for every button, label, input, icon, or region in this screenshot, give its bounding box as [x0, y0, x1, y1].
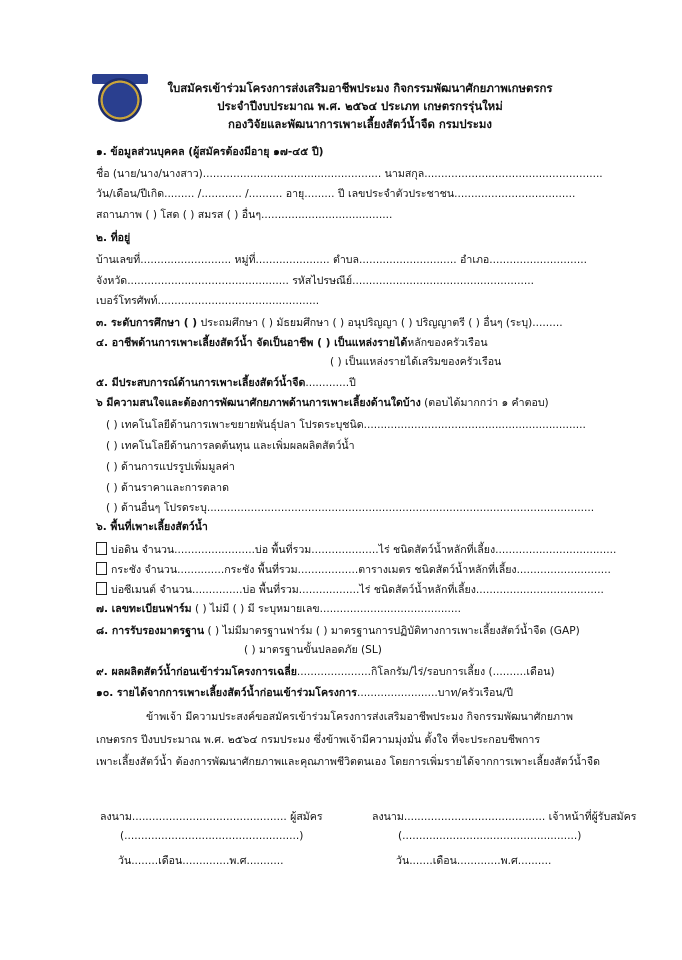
address-field[interactable]: บ้านเลขที่........................... หมู่ที่...................... ตำบล............................. อำเภอ............................. — [96, 254, 587, 266]
experience-years: .............ปี — [305, 377, 356, 389]
farm-area-row[interactable] — [96, 562, 611, 577]
officer-signature-field[interactable]: ลงนาม.......................................... เจ้าหน้าที่ผู้รับสมัคร — [372, 811, 637, 823]
applicant-date-field[interactable]: วัน........เดือน..............พ.ศ........... — [118, 855, 284, 867]
interest-option[interactable]: ( ) เทคโนโลยีด้านการลดต้นทุน และเพิ่มผลผลิตสัตว์น้ำ — [106, 440, 355, 452]
statement-line: ข้าพเจ้า มีความประสงค์ขอสมัครเข้าร่วมโครงการส่งเสริมอาชีพประมง กิจกรรมพัฒนาศักยภาพ — [146, 711, 573, 723]
applicant-name-field[interactable]: (....................................................) — [120, 830, 304, 842]
certification-field[interactable] — [96, 625, 580, 638]
phone-field[interactable]: เบอร์โทรศัพท์................................................ — [96, 295, 320, 307]
interest-label: ๖ มีความสนใจและต้องการพัฒนาศักยภาพด้านการเพาะเลี้ยงด้านใดบ้าง — [96, 397, 421, 409]
dob-age-id-field[interactable]: วัน/เดือน/ปีเกิด......... /............ /.......... อายุ......... ปี เลขประจำตัวประชาชน.................................... — [96, 188, 576, 200]
farm-registration-label: ๗. เลขทะเบียนฟาร์ม — [96, 603, 192, 615]
farm-area-row[interactable] — [96, 582, 604, 597]
interest-option[interactable]: ( ) เทคโนโลยีด้านการเพาะขยายพันธุ์ปลา โปรดระบุชนิด.................................................................. — [106, 419, 586, 431]
experience-field[interactable] — [96, 377, 356, 390]
checkbox[interactable] — [96, 582, 107, 595]
earthen-pond-field: บ่อดิน จำนวน........................บ่อ พื้นที่รวม....................ไร่ ชนิดสัตว์น้ำหลักที่เลี้ยง.................................... — [111, 544, 617, 556]
cage-field: กระชัง จำนวน..............กระชัง พื้นที่รวม..................ตารางเมตร ชนิดสัตว์น้ำหลักที่เลี้ยง............................ — [111, 564, 611, 576]
certification-options: ( ) ไม่มีมาตรฐานฟาร์ม ( ) มาตรฐานการปฏิบัติทางการเพาะเลี้ยงสัตว์น้ำจืด (GAP) — [204, 625, 580, 637]
province-postcode-field[interactable]: จังหวัด................................................ รหัสไปรษณีย์...................................................... — [96, 275, 534, 287]
farm-area-title: ๖. พื้นที่เพาะเลี้ยงสัตว์น้ำ — [96, 521, 208, 533]
section1-title: ๑. ข้อมูลส่วนบุคคล (ผู้สมัครต้องมีอายุ ๑๗-๔๕ ปี) — [96, 146, 324, 158]
officer-date-field[interactable]: วัน.......เดือน.............พ.ศ.......... — [396, 855, 552, 867]
occupation-label: ๔. อาชีพด้านการเพาะเลี้ยงสัตว์น้ำ จัดเป็นอาชีพ ( ) เป็นแหล่งรายได้ — [96, 337, 408, 349]
department-seal-logo — [98, 78, 142, 122]
certification-sl-option[interactable]: ( ) มาตรฐานขั้นปลอดภัย (SL) — [244, 644, 382, 656]
checkbox[interactable] — [96, 542, 107, 555]
cement-pond-field: บ่อซีเมนต์ จำนวน...............บ่อ พื้นที่รวม..................ไร่ ชนิดสัตว์น้ำหลักที่เลี้ยง...................................... — [111, 584, 604, 596]
income-value: ........................บาท/ครัวเรือน/ปี — [356, 687, 513, 699]
education-label: ๓. ระดับการศึกษา ( ) — [96, 317, 198, 329]
checkbox[interactable] — [96, 562, 107, 575]
name-field[interactable]: ชื่อ (นาย/นาง/นางสาว)..................................................... นามสกุล..................................................... — [96, 168, 603, 180]
certification-label: ๘. การรับรองมาตรฐาน — [96, 625, 205, 637]
experience-label: ๕. มีประสบการณ์ด้านการเพาะเลี้ยงสัตว์น้ำจืด — [96, 377, 306, 389]
farm-area-row[interactable] — [96, 542, 616, 557]
farm-registration-options: ( ) ไม่มี ( ) มี ระบุหมายเลข.......................................... — [191, 603, 462, 615]
farm-registration-field[interactable] — [96, 603, 461, 616]
statement-line: เพาะเลี้ยงสัตว์น้ำ ต้องการพัฒนาศักยภาพและคุณภาพชีวิตตนเอง โดยการเพิ่มรายได้จากการเพาะเลี้ยงสัตว์น้ำจืด — [96, 756, 600, 768]
interest-option[interactable]: ( ) ด้านราคาและการตลาด — [106, 482, 230, 494]
interest-option[interactable]: ( ) ด้านการแปรรูปเพิ่มมูลค่า — [106, 461, 235, 473]
applicant-signature-field[interactable]: ลงนาม.............................................. ผู้สมัคร — [100, 811, 323, 823]
statement-line: เกษตรกร ปีงบประมาณ พ.ศ. ๒๕๖๔ กรมประมง ซึ่งข้าพเจ้ามีความมุ่งมั่น ตั้งใจ ที่จะประกอบชีพการ — [96, 734, 541, 746]
interest-note: (ตอบได้มากกว่า ๑ คำตอบ) — [420, 397, 549, 409]
form-title-line2: ประจำปีงบประมาณ พ.ศ. ๒๕๖๔ ประเภท เกษตรกรรุ่นใหม่ — [217, 99, 503, 113]
production-label: ๙. ผลผลิตสัตว์น้ำก่อนเข้าร่วมโครงการเฉลี่ย — [96, 666, 297, 678]
section2-title: ๒. ที่อยู่ — [96, 232, 131, 244]
occupation-main-income: หลักของครัวเรือน — [407, 337, 488, 349]
form-title-line1: ใบสมัครเข้าร่วมโครงการส่งเสริมอาชีพประมง กิจกรรมพัฒนาศักยภาพเกษตรกร — [167, 81, 553, 95]
education-field[interactable] — [96, 317, 563, 330]
production-field[interactable] — [96, 666, 555, 679]
occupation-field[interactable] — [96, 337, 488, 350]
marital-status-field[interactable]: สถานภาพ ( ) โสด ( ) สมรส ( ) อื่นๆ....................................... — [96, 209, 393, 221]
interest-question — [96, 397, 549, 410]
occupation-extra-income-option[interactable]: ( ) เป็นแหล่งรายได้เสริมของครัวเรือน — [330, 356, 502, 368]
form-title-line3: กองวิจัยและพัฒนาการเพาะเลี้ยงสัตว์น้ำจืด กรมประมง — [228, 117, 492, 131]
interest-option[interactable]: ( ) ด้านอื่นๆ โปรดระบุ................................................................................................................... — [106, 502, 595, 514]
income-field[interactable] — [96, 687, 513, 700]
officer-name-field[interactable]: (....................................................) — [398, 830, 582, 842]
education-options: ประถมศึกษา ( ) มัธยมศึกษา ( ) อนุปริญญา ( ) ปริญญาตรี ( ) อื่นๆ (ระบุ)......... — [197, 317, 563, 329]
income-label: ๑๐. รายได้จากการเพาะเลี้ยงสัตว์น้ำก่อนเข้าร่วมโครงการ — [96, 687, 357, 699]
production-value: ......................กิโลกรัม/ไร่/รอบการเลี้ยง (..........เดือน) — [296, 666, 555, 678]
